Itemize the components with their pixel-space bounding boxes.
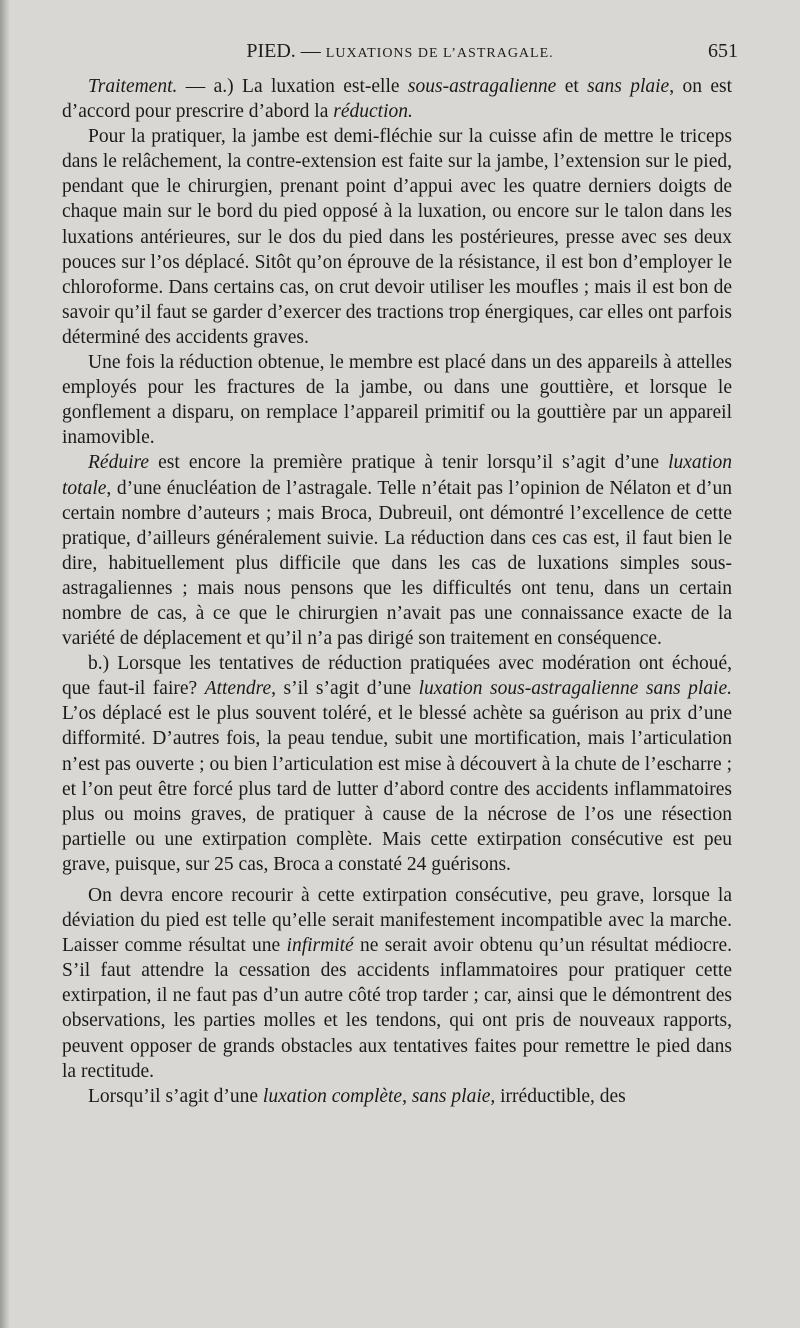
text-run: irréductible, des [495,1085,626,1107]
text-run: — a.) La luxation est-elle [177,76,408,97]
running-head-title [62,40,738,63]
italic-text: Traitement. [88,76,178,97]
running-head [62,40,738,66]
body-text [62,74,732,1109]
text-run: Une fois la réduction obtenue, le membre est placé dans un des appareils à attelles employés pour les fractures de la jambe, ou dans une gouttière, et lorsque le gonflement a disparu, on remplace l’appareil primitif ou la gouttière par un appareil inamovible. [62,352,732,449]
text-run: ne serait avoir obtenu qu’un résultat médiocre. S’il faut attendre la cessation des accidents inflammatoires pour pratiquer cette extirpation, il ne faut pas d’un autre côté trop tarder ; car, ainsi que le démontrent des observations, les parties molles et les tendons, qui ont pris de nouveaux rapports, peuvent opposer de grands obstacles aux tentatives faites pour remettre le pied dans la rectitude. [62,935,732,1082]
italic-text: luxation complète [262,1085,403,1107]
text-run: b.) Lorsque les tentatives de réduction pratiquées avec modération ont échoué, que faut-il faire? [62,653,732,700]
paragraph [62,651,732,877]
italic-text: sous-astragalienne [407,76,557,97]
paragraph [62,124,732,350]
italic-text: sans plaie [587,76,670,97]
header-subtitle: LUXATIONS DE L’ASTRAGALE. [325,46,554,61]
paragraph [62,350,732,450]
text-run: , d’une énucléation de l’astragale. Telle n’était pas l’opinion de Nélaton et d’un certain nombre d’auteurs ; mais Broca, Dubreuil, ont démontré l’excellence de cette pratique, d’ailleurs généralement suivie. La réduction dans ces cas est, il faut bien le dire, habituellement plus difficile que dans les cas de luxations simples sous-astragaliennes ; mais nous pensons que les difficultés ont tenu, dans un certain nombre de cas, à ce que le chirurgien n’avait pas une connaissance exacte de la variété de déplacement et qu’il n’a pas dirigé son traitement en conséquence. [62,477,732,650]
italic-text: luxation totale [62,452,732,499]
paragraph [62,1084,732,1109]
text-run: , s’il s’agit d’une [271,678,419,700]
paragraph [62,450,732,651]
text-run: , [402,1085,412,1107]
italic-text: réduction. [333,101,413,123]
text-run: On devra encore recourir à cette extirpation consécutive, peu grave, lorsque la déviation du pied est telle qu’elle serait manifestement incompatible avec la marche. Laisser comme résultat une [62,885,732,957]
page-number: 651 [708,40,738,62]
paragraph [62,883,732,1084]
italic-text: Attendre [204,678,272,700]
header-title: PIED. [246,40,296,62]
italic-text: luxation sous-astragalienne sans plaie. [418,678,733,700]
text-run: et [556,76,588,97]
italic-text: Réduire [88,452,150,474]
header-dash: — [300,40,321,62]
text-run: est encore la première pratique à tenir lorsqu’il s’agit d’une [149,452,669,474]
italic-text: sans plaie, [411,1085,496,1107]
text-run: Pour la pratiquer, la jambe est demi-fléchie sur la cuisse afin de mettre le triceps dans le relâchement, la contre-extension est faite sur la jambe, l’extension sur le pied, pendant que le chirurgien, prenant point d’appui avec les quatre derniers doigts de chaque main sur le bord du pied opposé à la luxation, ou encore sur le talon dans les luxations antérieures, sur le dos du pied dans les postérieures, presse avec ses deux pouces sur l’os déplacé. Sitôt qu’on éprouve de la résistance, il est bon d’employer le chloroforme. Dans certains cas, on crut devoir utiliser les moufles ; mais il est bon de savoir qu’il faut se garder d’exercer des tractions trop énergiques, car elles ont parfois déterminé des accidents graves. [62,126,732,348]
page-gutter-shadow [0,0,10,1328]
text-run: L’os déplacé est le plus souvent toléré, et le blessé achète sa guérison au prix d’une difformité. D’autres fois, la peau tendue, subit une mortification, mais l’articulation n’est pas ouverte ; ou bien l’articulation est mise à découvert à la chute de l’escharre ; et l’on peut être forcé plus tard de lutter d’abord contre des accidents inflammatoires plus ou moins graves, de pratiquer à cause de la nécrose de l’os une résection partielle ou une extirpation complète. Mais cette extirpation consécutive est peu grave, puisque, sur 25 cas, Broca a constaté 24 guérisons. [62,703,732,875]
text-run: Lorsqu’il s’agit d’une [88,1085,263,1107]
italic-text: infirmité [286,935,354,957]
paragraph [62,74,732,124]
text-run: , on est d’accord pour prescrire d’abord la [62,76,732,123]
